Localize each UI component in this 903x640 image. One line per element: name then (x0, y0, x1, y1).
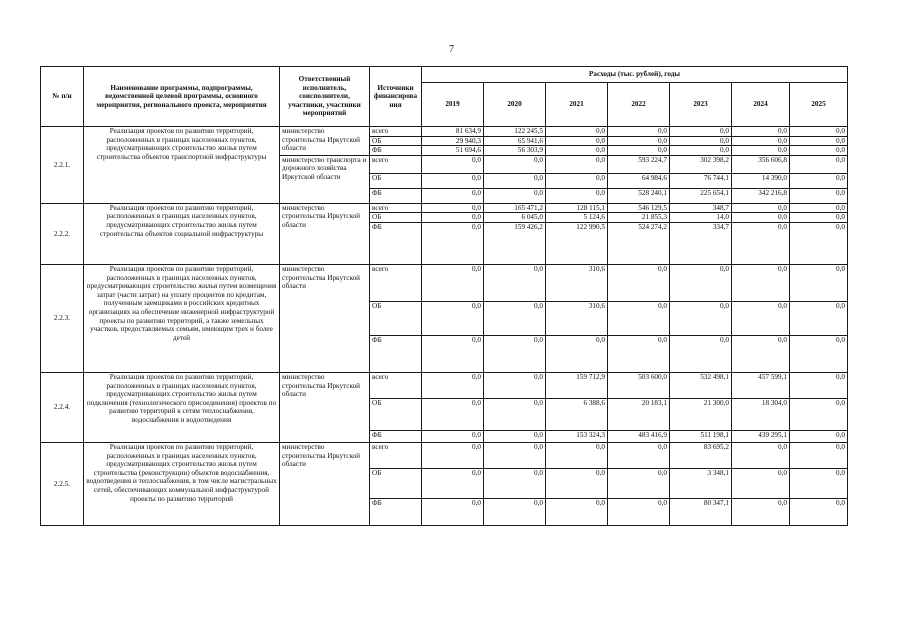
expense-value: 51 694,6 (422, 146, 484, 156)
expense-value: 5 124,6 (546, 213, 608, 223)
funding-source: ОБ (370, 173, 422, 188)
header-source: Источники финансирова ния (370, 67, 422, 127)
expense-value: 0,0 (484, 264, 546, 301)
expense-value: 0,0 (670, 146, 732, 156)
expense-value: 0,0 (790, 264, 848, 301)
expense-value: 348,7 (670, 203, 732, 213)
row-name: Реализация проектов по развитию территорий, расположенных в границах населенных пунктов, предусматривающих строительство жилья путем строительства (реконструкции) объектов водоснабжения, водоотведения и теплоснабжения, в том числе магистральных сетей, обеспечивающих коммунальной инфраструктурой проекты по развитию территорий (84, 442, 280, 525)
expense-value: 225 654,1 (670, 188, 732, 203)
row-number: 2.2.5. (41, 442, 84, 525)
expense-value: 0,0 (790, 301, 848, 335)
expense-value: 81 634,9 (422, 127, 484, 137)
header-year: 2021 (546, 83, 608, 127)
funding-source: ФБ (370, 146, 422, 156)
expense-value: 14 390,0 (732, 173, 790, 188)
expense-value: 0,0 (546, 468, 608, 498)
expense-value: 334,7 (670, 222, 732, 264)
header-year: 2023 (670, 83, 732, 127)
expense-value: 0,0 (670, 136, 732, 146)
expense-value: 0,0 (608, 335, 670, 372)
expense-value: 0,0 (790, 498, 848, 525)
expense-value: 0,0 (546, 335, 608, 372)
expense-value: 302 398,2 (670, 155, 732, 173)
row-executor: министерство строительства Иркутской области (280, 203, 370, 264)
expense-value: 0,0 (790, 188, 848, 203)
expense-value: 0,0 (608, 468, 670, 498)
expense-value: 532 498,1 (670, 372, 732, 398)
expense-value: 0,0 (790, 213, 848, 223)
funding-source: ФБ (370, 188, 422, 203)
expense-value: 0,0 (484, 498, 546, 525)
funding-source: ФБ (370, 222, 422, 264)
funding-source: всего (370, 155, 422, 173)
expense-value: 0,0 (790, 442, 848, 468)
funding-source: всего (370, 442, 422, 468)
expense-value: 159 426,2 (484, 222, 546, 264)
expense-value: 0,0 (608, 127, 670, 137)
expense-value: 0,0 (422, 335, 484, 372)
table-row (41, 127, 848, 137)
header-year: 2025 (790, 83, 848, 127)
expense-value: 3 348,1 (670, 468, 732, 498)
expense-value: 503 600,0 (608, 372, 670, 398)
funding-source: ФБ (370, 335, 422, 372)
expense-value: 0,0 (790, 127, 848, 137)
expense-value: 159 712,9 (546, 372, 608, 398)
expense-value: 29 940,3 (422, 136, 484, 146)
expense-value: 0,0 (422, 372, 484, 398)
funding-source: ОБ (370, 398, 422, 430)
expense-value: 0,0 (546, 136, 608, 146)
expense-value: 0,0 (608, 498, 670, 525)
expense-value: 0,0 (422, 203, 484, 213)
row-executor: министерство строительства Иркутской области (280, 442, 370, 525)
expense-value: 21 855,3 (608, 213, 670, 223)
funding-source: ОБ (370, 213, 422, 223)
expense-value: 0,0 (484, 372, 546, 398)
funding-source: всего (370, 127, 422, 137)
expense-value: 342 216,8 (732, 188, 790, 203)
expense-value: 122 245,5 (484, 127, 546, 137)
header-num: № п/н (41, 67, 84, 127)
expense-value: 0,0 (422, 155, 484, 173)
expense-value: 0,0 (546, 498, 608, 525)
expense-value: 0,0 (484, 442, 546, 468)
expense-value: 0,0 (732, 213, 790, 223)
expense-value: 0,0 (608, 136, 670, 146)
funding-source: всего (370, 372, 422, 398)
expense-value: 56 303,9 (484, 146, 546, 156)
expense-value: 0,0 (484, 398, 546, 430)
expense-value: 0,0 (546, 127, 608, 137)
expense-value: 0,0 (546, 146, 608, 156)
expense-value: 0,0 (422, 498, 484, 525)
expense-value: 0,0 (732, 127, 790, 137)
expense-value: 18 304,0 (732, 398, 790, 430)
expense-value: 524 274,2 (608, 222, 670, 264)
expense-value: 483 416,9 (608, 430, 670, 442)
header-year: 2022 (608, 83, 670, 127)
expense-value: 153 324,3 (546, 430, 608, 442)
expense-value: 0,0 (608, 146, 670, 156)
expense-value: 0,0 (732, 468, 790, 498)
expense-value: 80 347,1 (670, 498, 732, 525)
expense-value: 0,0 (732, 301, 790, 335)
header-name: Наименование программы, подпрограммы, ведомственной целевой программы, основного мероприятия, регионального проекта, мероприятия (84, 67, 280, 127)
expense-value: 439 295,1 (732, 430, 790, 442)
expense-value: 0,0 (484, 335, 546, 372)
expense-value: 0,0 (790, 146, 848, 156)
expense-value: 0,0 (484, 188, 546, 203)
row-number: 2.2.2. (41, 203, 84, 264)
expense-value: 165 471,2 (484, 203, 546, 213)
expense-value: 356 606,8 (732, 155, 790, 173)
funding-source: всего (370, 264, 422, 301)
expense-value: 0,0 (422, 442, 484, 468)
header-year: 2019 (422, 83, 484, 127)
expense-value: 0,0 (732, 136, 790, 146)
funding-source: ФБ (370, 498, 422, 525)
table-row (41, 264, 848, 301)
expense-value: 0,0 (422, 264, 484, 301)
expense-value: 0,0 (732, 203, 790, 213)
row-number: 2.2.4. (41, 372, 84, 442)
expense-value: 0,0 (790, 173, 848, 188)
expense-value: 0,0 (670, 127, 732, 137)
funding-source: всего (370, 203, 422, 213)
expense-value: 21 300,0 (670, 398, 732, 430)
expense-value: 0,0 (546, 188, 608, 203)
expense-value: 0,0 (484, 468, 546, 498)
expense-value: 0,0 (670, 301, 732, 335)
expense-value: 0,0 (790, 203, 848, 213)
expense-value: 64 984,6 (608, 173, 670, 188)
expense-value: 0,0 (422, 222, 484, 264)
expense-value: 0,0 (790, 468, 848, 498)
header-year: 2020 (484, 83, 546, 127)
expense-value: 0,0 (732, 222, 790, 264)
expense-value: 528 240,1 (608, 188, 670, 203)
table-row (41, 442, 848, 468)
expense-value: 0,0 (790, 155, 848, 173)
expense-value: 0,0 (422, 188, 484, 203)
row-executor-secondary: министерство транспорта и дорожного хозяйства Иркутской области (280, 155, 370, 203)
expense-value: 0,0 (732, 442, 790, 468)
expense-value: 0,0 (546, 155, 608, 173)
expense-value: 0,0 (422, 430, 484, 442)
expense-value: 0,0 (484, 301, 546, 335)
expense-value: 0,0 (484, 430, 546, 442)
expense-value: 20 183,1 (608, 398, 670, 430)
expense-value: 0,0 (422, 213, 484, 223)
expense-value: 0,0 (608, 301, 670, 335)
expense-value: 310,6 (546, 264, 608, 301)
expense-value: 6 045,0 (484, 213, 546, 223)
table-body (41, 127, 848, 526)
expense-value: 6 388,6 (546, 398, 608, 430)
expenses-table (40, 66, 848, 526)
expense-value: 0,0 (422, 301, 484, 335)
row-executor: министерство строительства Иркутской области (280, 372, 370, 442)
expense-value: 546 129,5 (608, 203, 670, 213)
row-executor: министерство строительства Иркутской области (280, 264, 370, 372)
expense-value: 0,0 (790, 222, 848, 264)
expense-value: 0,0 (790, 335, 848, 372)
expense-value: 0,0 (790, 136, 848, 146)
row-name: Реализация проектов по развитию территорий, расположенных в границах населенных пунктов, предусматривающих строительство жилья путем строительства объектов социальной инфраструктуры (84, 203, 280, 264)
expense-value: 0,0 (484, 173, 546, 188)
expense-value: 310,6 (546, 301, 608, 335)
row-name: Реализация проектов по развитию территорий, расположенных в границах населенных пунктов, предусматривающих строительство жилья путем возмещения затрат (части затрат) на уплату процентов по кредитам, полученным заемщиками в российских кредитных организациях на обеспечение инженерной инфраструктурой проекты по развитию территорий, а также земельных участков, предоставляемых семьям, имеющим трех и более детей (84, 264, 280, 372)
expense-value: 14,0 (670, 213, 732, 223)
row-number: 2.2.3. (41, 264, 84, 372)
expense-value: 0,0 (670, 264, 732, 301)
expense-value: 0,0 (422, 398, 484, 430)
expense-value: 0,0 (608, 442, 670, 468)
expense-value: 0,0 (546, 442, 608, 468)
funding-source: ОБ (370, 136, 422, 146)
expense-value: 0,0 (732, 335, 790, 372)
header-expenses: Расходы (тыс. рублей), годы (422, 67, 848, 83)
expense-value: 122 990,5 (546, 222, 608, 264)
row-executor: министерство строительства Иркутской области (280, 127, 370, 156)
expense-value: 0,0 (422, 468, 484, 498)
expense-value: 76 744,1 (670, 173, 732, 188)
expense-value: 593 224,7 (608, 155, 670, 173)
table-row (41, 203, 848, 213)
expense-value: 128 115,1 (546, 203, 608, 213)
expense-value: 511 198,1 (670, 430, 732, 442)
expense-value: 457 599,1 (732, 372, 790, 398)
expense-value: 83 695,2 (670, 442, 732, 468)
funding-source: ОБ (370, 301, 422, 335)
header-executor: Ответственный исполнитель, соисполнители, участники, участники мероприятий (280, 67, 370, 127)
table-row (41, 372, 848, 398)
expense-value: 0,0 (546, 173, 608, 188)
expense-value: 0,0 (790, 398, 848, 430)
funding-source: ОБ (370, 468, 422, 498)
expense-value: 0,0 (790, 372, 848, 398)
expense-value: 0,0 (790, 430, 848, 442)
expense-value: 65 941,6 (484, 136, 546, 146)
expense-value: 0,0 (484, 155, 546, 173)
funding-source: ФБ (370, 430, 422, 442)
expense-value: 0,0 (732, 498, 790, 525)
expense-value: 0,0 (422, 173, 484, 188)
expense-value: 0,0 (670, 335, 732, 372)
page-number: 7 (449, 44, 454, 55)
expense-value: 0,0 (608, 264, 670, 301)
header-year: 2024 (732, 83, 790, 127)
row-name: Реализация проектов по развитию территорий, расположенных в границах населенных пунктов, предусматривающих строительство жилья путем строительства объектов транспортной инфраструктуры (84, 127, 280, 204)
row-number: 2.2.1. (41, 127, 84, 204)
expense-value: 0,0 (732, 264, 790, 301)
expense-value: 0,0 (732, 146, 790, 156)
row-name: Реализация проектов по развитию территорий, расположенных в границах населенных пунктов, предусматривающих строительство жилья путем подключения (технологического присоединения) проектов по развитию территорий к сетям теплоснабжения, водоснабжения и водоотведения (84, 372, 280, 442)
